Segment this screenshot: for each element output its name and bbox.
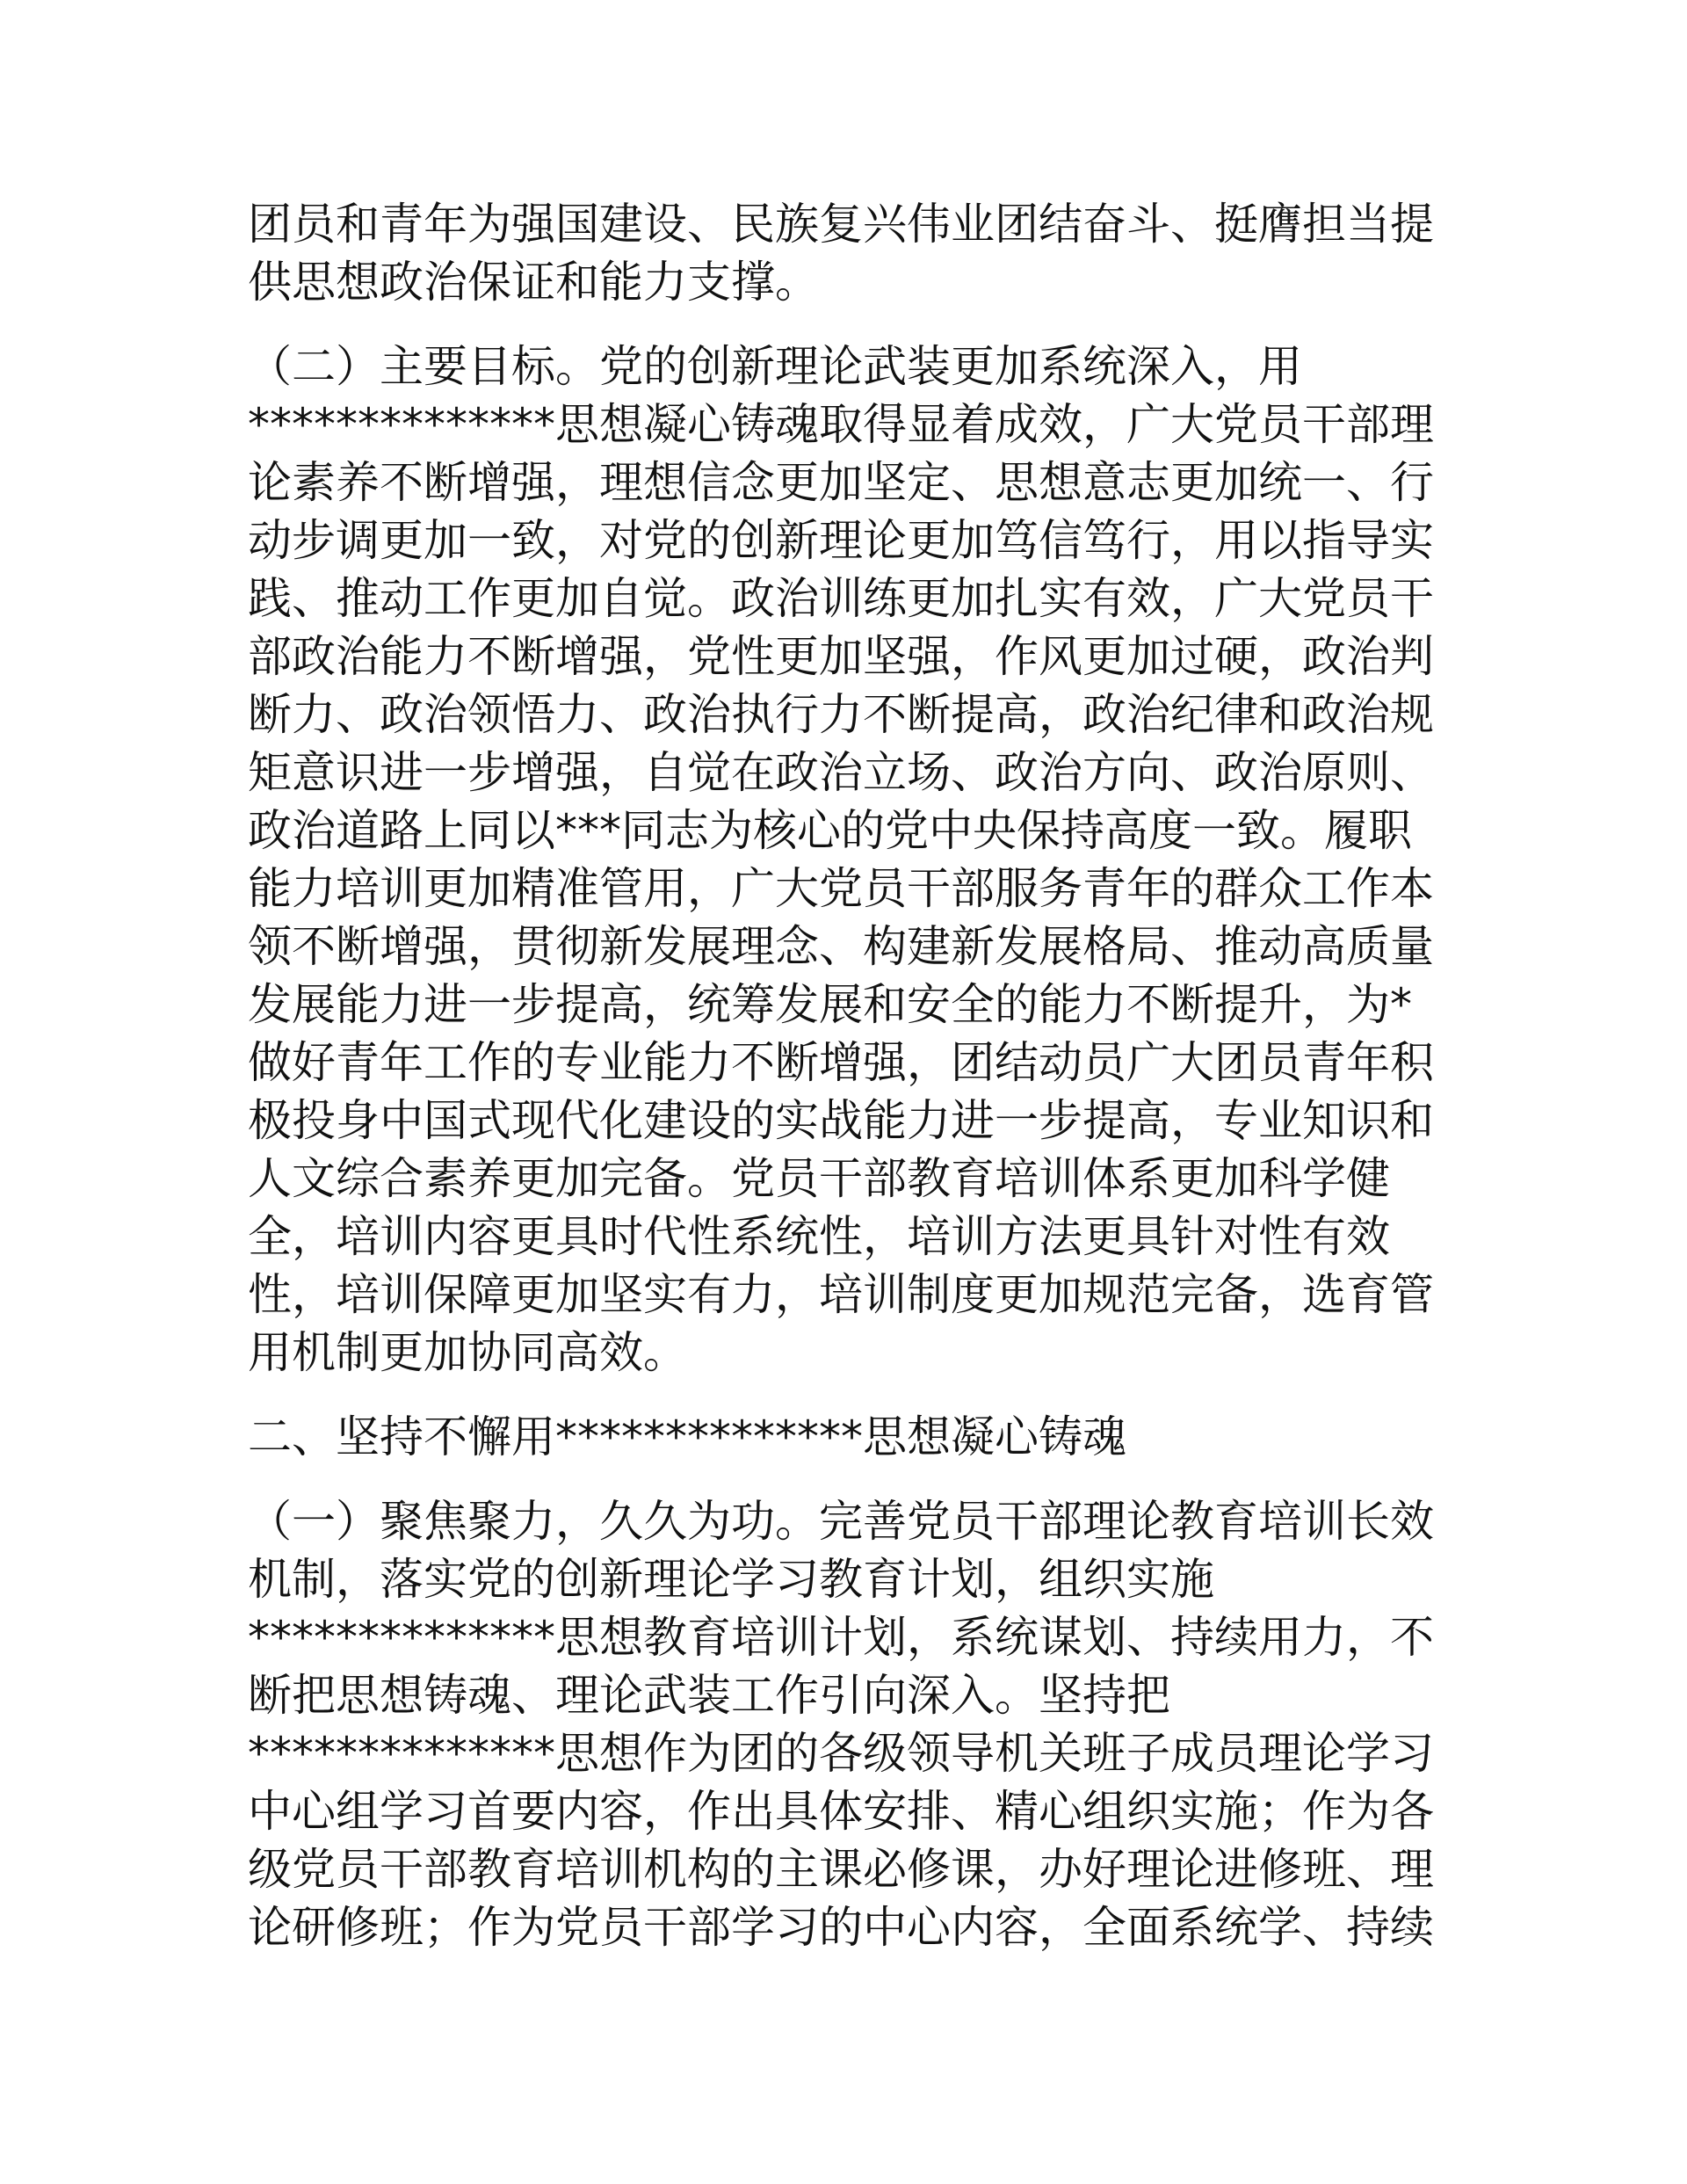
section-heading-text: 二、坚持不懈用**************思想凝心铸魂 — [248, 1411, 1126, 1462]
paragraph-main-goals — [248, 337, 1444, 1382]
text-line: 人文综合素养更加完备。党员干部教育培训体系更加科学健 — [248, 1153, 1390, 1204]
text-line: 部政治能力不断增强，党性更加坚强，作风更加过硬，政治判 — [248, 631, 1434, 682]
text-line: **************思想作为团的各级领导机关班子成员理论学习 — [248, 1728, 1434, 1779]
text-line: 能力培训更加精准管用，广大党员干部服务青年的群众工作本 — [248, 863, 1434, 914]
text-line: 政治道路上同以***同志为核心的党中央保持高度一致。履职 — [248, 805, 1412, 856]
text-line: 机制，落实党的创新理论学习教育计划，组织实施 — [248, 1554, 1214, 1605]
text-line: 做好青年工作的专业能力不断增强，团结动员广大团员青年积 — [248, 1037, 1434, 1088]
text-line: 级党员干部教育培训机构的主课必修课，办好理论进修班、理 — [248, 1844, 1434, 1895]
text-line: 领不断增强，贯彻新发展理念、构建新发展格局、推动高质量 — [248, 921, 1434, 972]
text-line: （二）主要目标。党的创新理论武装更加系统深入，用 — [248, 341, 1302, 392]
text-line: 践、推动工作更加自觉。政治训练更加扎实有效，广大党员干 — [248, 573, 1434, 624]
paragraph-focus-efforts — [248, 1492, 1444, 1956]
text-line: 中心组学习首要内容，作出具体安排、精心组织实施；作为各 — [248, 1786, 1434, 1837]
text-line: 动步调更加一致，对党的创新理论更加笃信笃行，用以指导实 — [248, 515, 1434, 566]
text-line: 断把思想铸魂、理论武装工作引向深入。坚持把 — [248, 1670, 1170, 1721]
text-line: **************思想凝心铸魂取得显着成效，广大党员干部理 — [248, 399, 1434, 450]
text-line: 团员和青年为强国建设、民族复兴伟业团结奋斗、挺膺担当提 — [248, 199, 1434, 250]
text-line: 极投身中国式现代化建设的实战能力进一步提高，专业知识和 — [248, 1095, 1434, 1146]
text-line: （一）聚焦聚力，久久为功。完善党员干部理论教育培训长效 — [248, 1496, 1434, 1547]
text-line: 矩意识进一步增强，自觉在政治立场、政治方向、政治原则、 — [248, 747, 1434, 798]
text-line: **************思想教育培训计划，系统谋划、持续用力，不 — [248, 1612, 1434, 1663]
paragraph-intro-continuation — [248, 195, 1444, 311]
document-page — [248, 195, 1444, 1956]
section-heading — [248, 1408, 1444, 1466]
text-line: 全，培训内容更具时代性系统性，培训方法更具针对性有效 — [248, 1211, 1390, 1262]
text-line: 论研修班；作为党员干部学习的中心内容，全面系统学、持续 — [248, 1902, 1434, 1953]
text-line: 断力、政治领悟力、政治执行力不断提高，政治纪律和政治规 — [248, 689, 1434, 740]
text-line: 用机制更加协同高效。 — [248, 1327, 687, 1378]
text-line: 论素养不断增强，理想信念更加坚定、思想意志更加统一、行 — [248, 457, 1434, 508]
text-line: 性，培训保障更加坚实有力，培训制度更加规范完备，选育管 — [248, 1269, 1434, 1320]
text-line: 发展能力进一步提高，统筹发展和安全的能力不断提升，为* — [248, 979, 1412, 1030]
text-line: 供思想政治保证和能力支撑。 — [248, 257, 819, 308]
